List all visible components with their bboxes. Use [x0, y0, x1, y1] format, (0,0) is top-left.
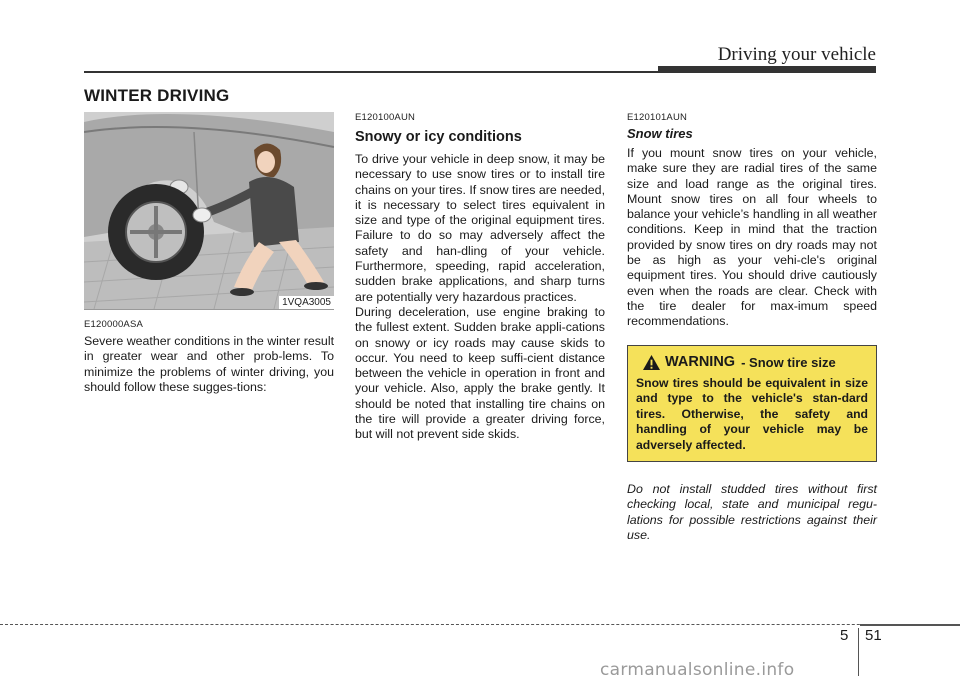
header-rule-accent	[658, 66, 876, 73]
page-header-title: Driving your vehicle	[717, 44, 876, 65]
warning-box	[627, 345, 877, 463]
column-2	[355, 112, 605, 443]
winter-tire-illustration	[84, 112, 334, 310]
watermark-text: carmanualsonline.info	[600, 660, 795, 680]
warning-subtitle: - Snow tire size	[741, 354, 836, 370]
page-number: 51	[865, 627, 882, 644]
column-3	[627, 112, 877, 543]
warning-label: WARNING	[665, 354, 736, 371]
section-code: E120000ASA	[84, 319, 144, 330]
paragraph-snow-tires-chains: To drive your vehicle in deep snow, it may be necessary to use snow tires or to install tire chains on your tires. If snow tires are needed, it is necessary to select tires equivalent in size and type of the original equipment tires. Failure to do so may adversely affect the safety and han-dling of your vehicle. Furthermore, speeding, rapid acceleration, sudden brake applications, and sharp turns are potentially very hazardous practices.	[355, 152, 606, 304]
subsection-heading: Snowy or icy conditions	[355, 129, 522, 145]
section-code: E120101AUN	[627, 112, 688, 123]
section-title: WINTER DRIVING	[84, 86, 230, 105]
paragraph-deceleration: During deceleration, use engine braking to the fullest extent. Sudden brake appli-cations on snowy or icy roads may cause skids to occur. You need to keep suffi-cient distance between the vehicle in operation in front and your vehicle. Also, apply the brake gently. It should be noted that installing tire chains on the tire will provide a greater driving force, but will not prevent side skids.	[355, 304, 605, 442]
figure-code: 1VQA3005	[279, 296, 334, 309]
footer-rule	[0, 624, 960, 625]
subsection-heading: Snow tires	[627, 126, 693, 141]
intro-paragraph: Severe weather conditions in the winter result in greater wear and other prob-lems. To minimize the problems of winter driving, you should follow these sugges-tions:	[84, 334, 335, 394]
column-1	[84, 112, 334, 395]
paragraph-snow-tires: If you mount snow tires on your vehicle, make sure they are radial tires of the same size and load range as the original tires. Mount snow tires on all four wheels to balance your vehicle’s handling in all weather conditions. Keep in mind that the traction provided by snow tires on dry roads may not be as high as your vehi-cle's original equipment tires. You should drive cautiously even when the roads are clear. Check with the tire dealer for max-imum speed recommendations.	[627, 146, 877, 329]
warning-text: Snow tires should be equivalent in size and type to the vehicle's stan-dard tires. Otherwise, the safety and handling of your vehicle may be adversely affected.	[636, 375, 868, 452]
warning-header	[642, 354, 868, 371]
page-number-divider	[858, 628, 859, 676]
footer-rule-accent	[860, 624, 960, 626]
warning-triangle-icon	[642, 354, 661, 371]
studded-tires-note: Do not install studded tires without first checking local, state and municipal regu-lations for possible restrictions against their use.	[627, 482, 877, 542]
section-code: E120100AUN	[355, 112, 416, 123]
chapter-number: 5	[840, 627, 849, 644]
